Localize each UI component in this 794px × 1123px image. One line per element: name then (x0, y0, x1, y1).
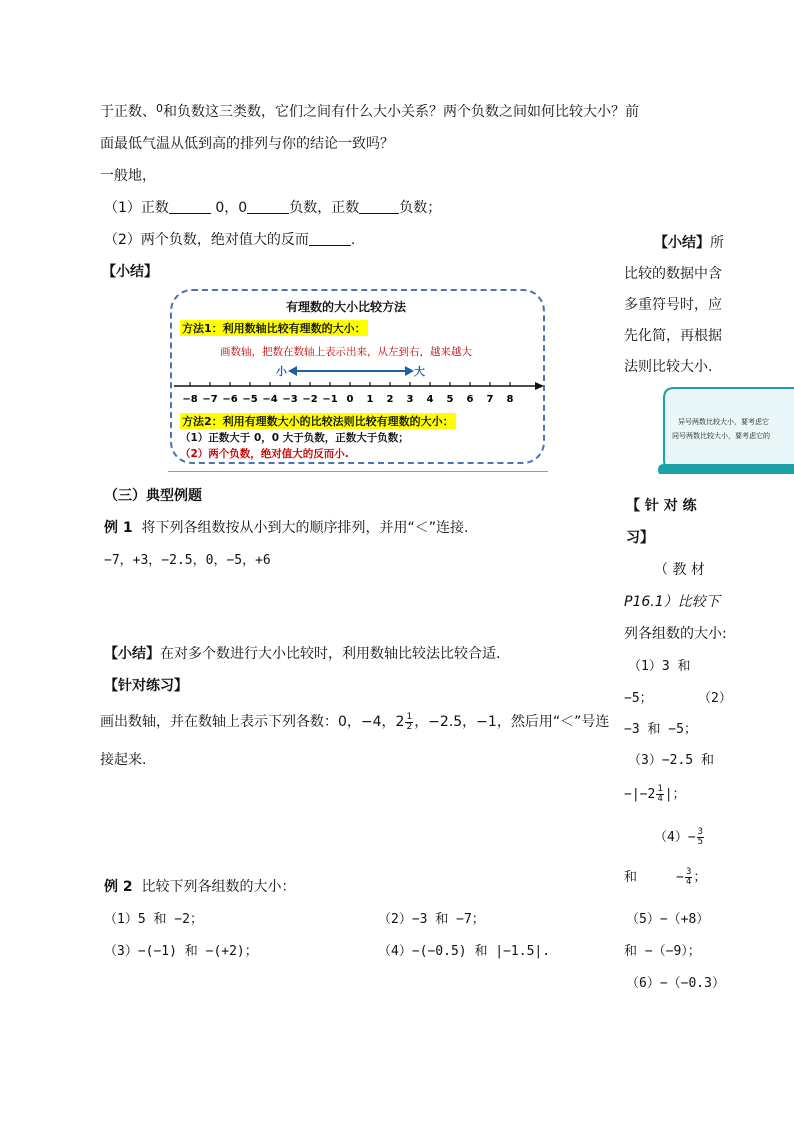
practice-line-2: 接起来. (100, 752, 147, 768)
intro-line-2: 面最低气温从低到高的排列与你的结论一致吗？ (100, 136, 394, 152)
blank-3[interactable] (359, 199, 399, 214)
method2-rule-2: （2）两个负数，绝对值大的反而小. (180, 448, 349, 460)
side-practice-ref: P16.1）比较下 (624, 594, 720, 610)
side-summary-line-1: 【小结】所 (654, 235, 724, 251)
number-line-tick-label: 5 (446, 394, 454, 405)
number-line-tick-label: 0 (346, 394, 354, 405)
number-line-tick-label: −1 (322, 394, 338, 405)
number-line-tick-label: 4 (426, 394, 434, 405)
number-line-tick-label: −6 (222, 394, 238, 405)
method2-rule-1: （1）正数大于 0，0 大于负数，正数大于负数； (180, 432, 409, 444)
example-2-item-4: （4）−(−0.5) 和 |−1.5|. (378, 944, 551, 959)
example-2: 例 2 比较下列各组数的大小： (104, 879, 296, 895)
method2-label: 方法2：利用有理数大小的比较法则比较有理数的大小： (182, 415, 454, 428)
direction-arrow (288, 364, 414, 378)
side-practice-heading-2: 习】 (626, 530, 654, 546)
method1-label: 方法1：利用数轴比较有理数的大小： (182, 322, 366, 335)
intro-line-1: 于正数、$^0$和负数这三类数，它们之间有什么大小关系？两个负数之间如何比较大小？前 (100, 102, 639, 120)
blank-2[interactable] (247, 199, 289, 214)
method1-description: 画数轴，把数在数轴上表示出来，从左到右，越来越大 (220, 346, 472, 358)
tip-card (658, 384, 794, 474)
side-summary-line-5: 法则比较大小. (624, 359, 713, 375)
number-line (170, 380, 545, 410)
side-item-5: （5）−（+8） (626, 912, 710, 927)
example-2-item-1: （1）5 和 −2； (104, 912, 203, 927)
blank-1[interactable] (169, 199, 211, 214)
number-line-tick-label: 3 (406, 394, 414, 405)
number-line-tick-label: −7 (202, 394, 218, 405)
rule-1: （1）正数 0，0 负数，正数 负数； (104, 200, 442, 216)
big-label: 大 (414, 365, 425, 378)
side-summary-line-2: 比较的数据中含 (624, 266, 722, 282)
side-item-5b: 和 −（−9）； (624, 944, 701, 959)
box-title: 有理数的大小比较方法 (286, 300, 407, 314)
side-practice-textbook: （ 教 材 (654, 562, 705, 578)
side-practice-heading-1: 【 针 对 练 (626, 498, 697, 514)
generally-text: 一般地， (100, 168, 156, 184)
blank-4[interactable] (309, 231, 351, 246)
example-2-item-2: （2）−3 和 −7； (378, 912, 485, 927)
practice-heading: 【针对练习】 (104, 678, 188, 694)
summary-heading: 【小结】 (102, 264, 158, 280)
number-line-tick-label: 7 (486, 394, 494, 405)
side-item-3: （3）−2.5 和 (628, 753, 714, 768)
number-line-tick-label: 1 (366, 394, 374, 405)
box-bottom-rule (168, 471, 548, 472)
number-line-tick-label: −3 (282, 394, 298, 405)
side-item-1: （1）3 和 (628, 659, 691, 674)
side-item-3b: −|−2 $\frac{1}{4}$ |； (624, 784, 686, 804)
number-line-tick-label: −5 (242, 394, 258, 405)
side-summary-line-3: 多重符号时，应 (624, 297, 722, 313)
rule-2: （2）两个负数，绝对值大的反而 . (104, 232, 356, 248)
side-item-2: （2） (698, 691, 732, 706)
example-1-numbers: −7，+3，−2.5，0，−5，+6 (104, 553, 271, 568)
example-2-item-3: （3）−(−1) 和 −(+2)； (104, 944, 258, 959)
number-line-tick-label: −4 (262, 394, 278, 405)
small-label: 小 (276, 365, 287, 378)
practice-line-1: 画出数轴，并在数轴上表示下列各数：0，−4，2 $\frac{1}{2}$ ，−2.5，−1，然后用“＜”号连 (100, 711, 610, 732)
side-item-2b: −3 和 −5； (624, 722, 697, 737)
section-three-heading: （三）典型例题 (104, 488, 202, 504)
side-item-4b: 和 − $\frac{3}{4}$ ； (624, 867, 707, 887)
side-item-1b: −5； (624, 691, 653, 706)
side-practice-instr: 列各组数的大小: (624, 626, 727, 642)
side-summary-line-4: 先化简，再根据 (624, 328, 722, 344)
example-1: 例 1 将下列各组数按从小到大的顺序排列，并用“＜”连接. (104, 520, 469, 536)
number-line-tick-label: 2 (386, 394, 394, 405)
side-item-6: （6）−（−0.3） (626, 976, 725, 991)
number-line-tick-label: −2 (302, 394, 318, 405)
number-line-tick-label: 6 (466, 394, 474, 405)
tip-card-line-2: 同号两数比较大小，要考虑它的 (672, 432, 770, 440)
side-item-4: （4）− $\frac{3}{5}$ (654, 827, 704, 847)
tip-card-line-1: 异号两数比较大小，要考虑它 (678, 418, 769, 426)
number-line-tick-label: 8 (506, 394, 514, 405)
summary-2: 【小结】在对多个数进行大小比较时，利用数轴比较法比较合适. (104, 646, 501, 662)
number-line-tick-label: −8 (182, 394, 198, 405)
